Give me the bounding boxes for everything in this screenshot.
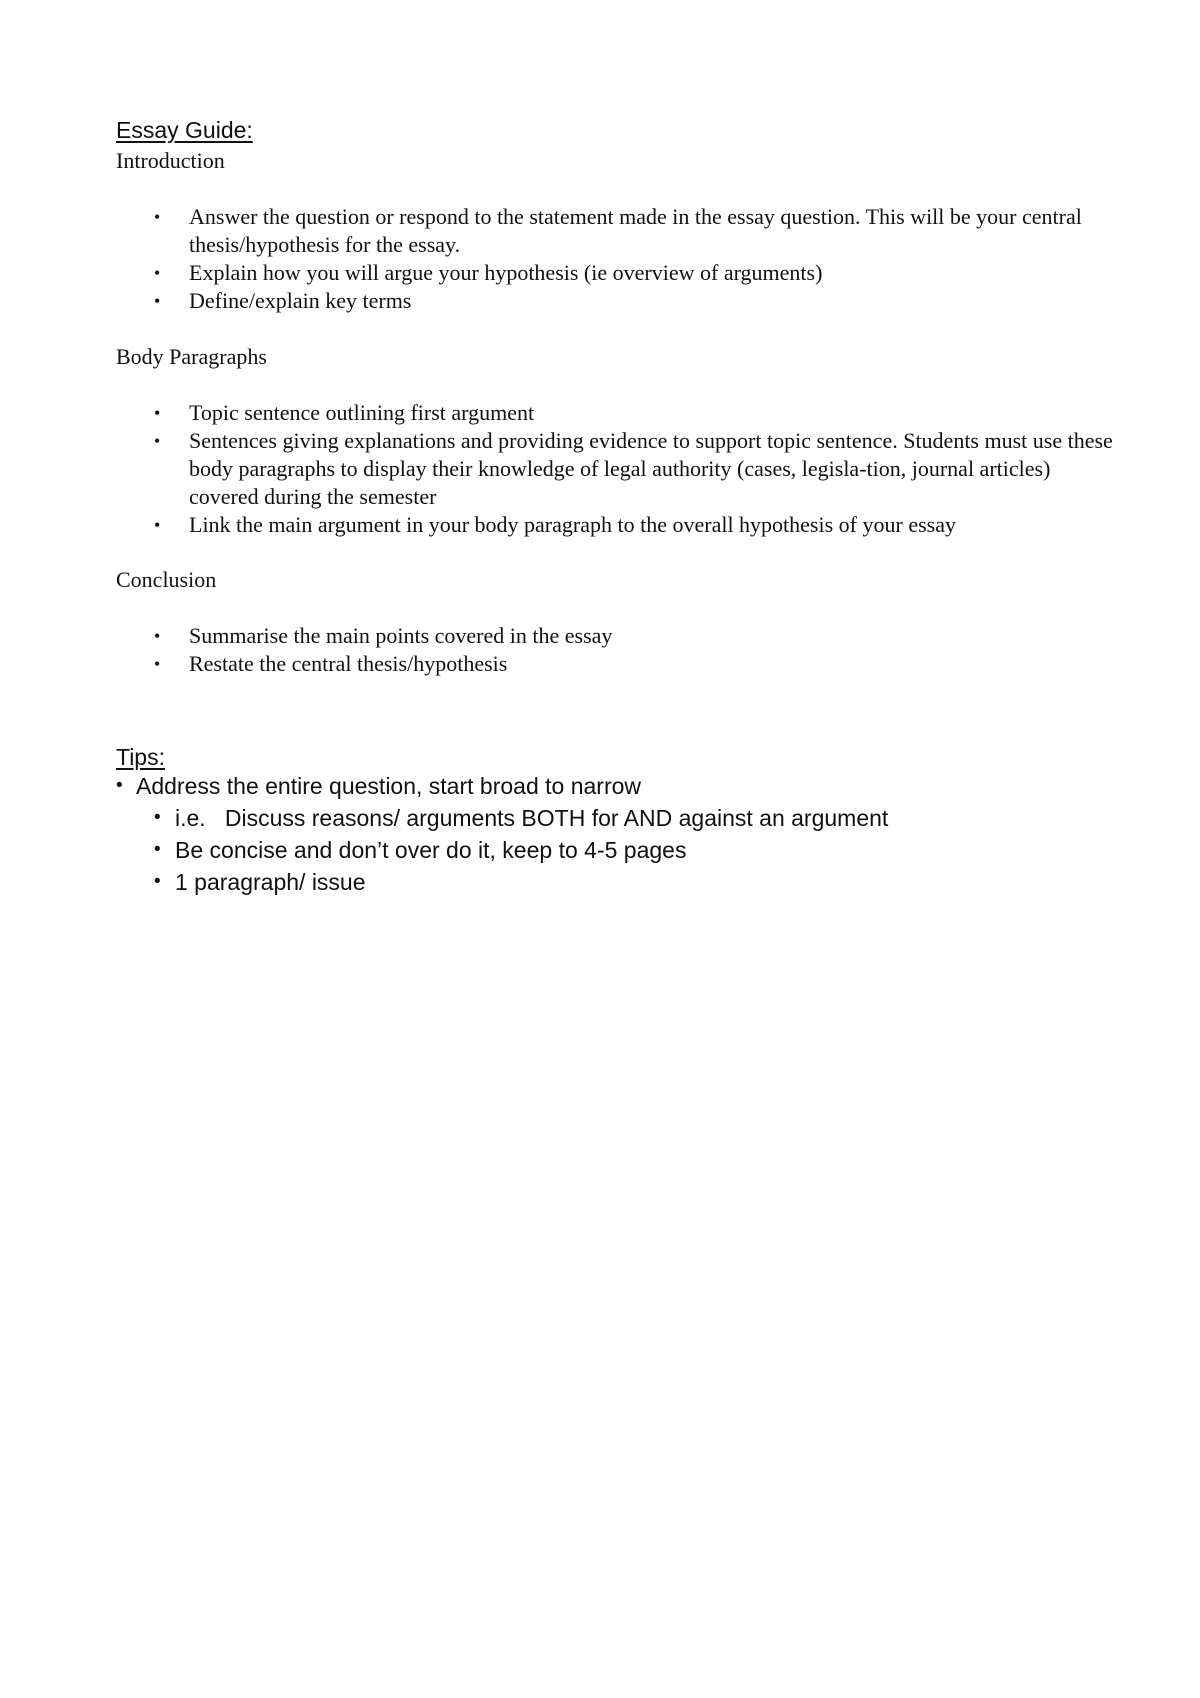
list-item-text: Summarise the main points covered in the essay <box>189 623 613 648</box>
body-paragraphs-list <box>116 399 1116 539</box>
list-item <box>116 802 1116 834</box>
bullet-icon: • <box>154 403 161 423</box>
list-item <box>116 203 1116 259</box>
list-item <box>116 622 1116 650</box>
list-item <box>116 834 1116 866</box>
list-item-text: Be concise and don’t over do it, keep to 4-5 pages <box>175 837 687 863</box>
bullet-icon: • <box>154 291 161 311</box>
bullet-icon: • <box>116 775 123 796</box>
list-item <box>116 259 1116 287</box>
list-item-text: Answer the question or respond to the statement made in the essay question. This will be your central thesis/hypothesis for the essay. <box>189 204 1082 257</box>
tips-title: Tips: <box>116 744 165 770</box>
section-heading-body-paragraphs: Body Paragraphs <box>116 344 267 369</box>
bullet-icon: • <box>154 263 161 283</box>
bullet-icon: • <box>154 654 161 674</box>
list-item <box>116 287 1116 315</box>
list-item <box>116 866 1116 898</box>
list-item-text: Topic sentence outlining first argument <box>189 400 535 425</box>
list-item-text: Link the main argument in your body paragraph to the overall hypothesis of your essay <box>189 512 956 537</box>
list-item <box>116 427 1116 511</box>
list-item-text: i.e. Discuss reasons/ arguments BOTH for AND against an argument <box>175 805 889 831</box>
list-item <box>116 650 1116 678</box>
conclusion-list <box>116 622 1116 678</box>
tips-list <box>116 770 1116 898</box>
list-item-text: 1 paragraph/ issue <box>175 869 366 895</box>
section-heading-conclusion: Conclusion <box>116 567 217 592</box>
bullet-icon: • <box>154 207 161 227</box>
bullet-icon: • <box>154 839 161 860</box>
list-item-text: Restate the central thesis/hypothesis <box>189 651 508 676</box>
bullet-icon: • <box>154 626 161 646</box>
list-item <box>116 770 1116 802</box>
list-item-text: Explain how you will argue your hypothesis (ie overview of arguments) <box>189 260 823 285</box>
bullet-icon: • <box>154 871 161 892</box>
bullet-icon: • <box>154 515 161 535</box>
list-item <box>116 399 1116 427</box>
list-item-text: Define/explain key terms <box>189 288 412 313</box>
section-heading-introduction: Introduction <box>116 148 225 173</box>
document-title: Essay Guide: <box>116 117 253 143</box>
list-item <box>116 511 1116 539</box>
bullet-icon: • <box>154 431 161 451</box>
introduction-list <box>116 203 1116 315</box>
bullet-icon: • <box>154 807 161 828</box>
list-item-text: Address the entire question, start broad to narrow <box>136 773 642 799</box>
list-item-text: Sentences giving explanations and providing evidence to support topic sentence. Students must use these body paragraphs to display their knowledge of legal authority (cases, legisla-tion, journal articles) covered during the semester <box>189 428 1113 509</box>
